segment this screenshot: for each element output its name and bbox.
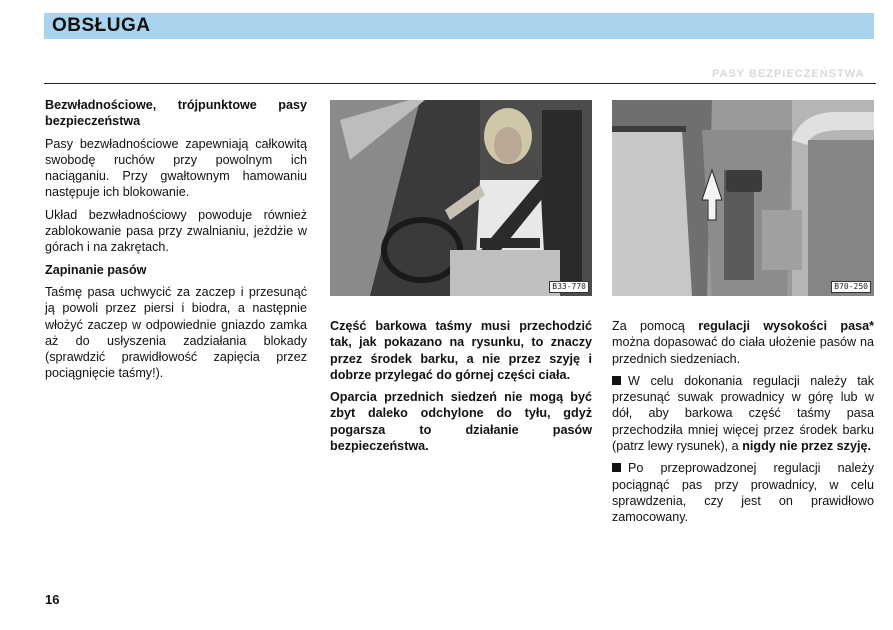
header-rule — [44, 83, 876, 84]
photo1-code: B33-770 — [549, 281, 589, 293]
adjuster-illustration — [612, 100, 874, 296]
header-band — [44, 13, 874, 39]
heading-inertia-belts: Bezwładnościowe, trójpunktowe pasy bezpieczeństwa — [45, 98, 307, 129]
warning-seat-backrest: Oparcia przednich siedzeń nie mogą być zbyt daleko odchylone do tyłu, gdyż pogarsza to działanie pasów bezpieczeństwa. — [330, 390, 592, 454]
paragraph-fastening: Taśmę pasa uchwycić za zaczep i przesunąć ją powoli przez piersi i biodra, a następnie włożyć zaczep w odpowiednie gniazdo zamka aż do usłyszenia zadziałania blokady (sprawdzić prawidłowość zapięcia przez pociągnięcie taśmy!). — [45, 284, 307, 381]
column-middle — [330, 318, 592, 460]
paragraph-height-adjust: Za pomocą regulacji wysokości pasa* można dopasować do ciała ułożenie pasów na przednich siedzeniach. — [612, 319, 874, 366]
paragraph-locking: Układ bezwładnościowy powoduje również zablokowanie pasa przy zwalnianiu, jeżdżie w górach i na zakrętach. — [45, 207, 307, 255]
column-left — [45, 97, 307, 388]
column-right — [612, 318, 874, 532]
page-number: 16 — [45, 592, 60, 607]
paragraph-adjust-procedure: W celu dokonania regulacji należy tak przesunąć suwak prowadnicy w górę lub w dół, aby barkowa część taśmy pasa przechodziła mniej więcej przez środek barku (patrz lewy rysunek), a nigdy nie przez szyję. — [612, 373, 874, 454]
photo-height-adjuster — [612, 100, 874, 296]
bleed-through-header: PASY BEZPIECZEŃSTWA — [712, 68, 865, 80]
seatbelt-illustration — [330, 100, 592, 296]
paragraph-check: Po przeprowadzonej regulacji należy pociągnąć pas przy prowadnicy, w celu sprawdzenia, czy jest on prawidłowo zamocowany. — [612, 461, 874, 525]
warning-shoulder-strap: Część barkowa taśmy musi przechodzić tak, jak pokazano na rysunku, to znaczy przez środek barku, a nie przez szyję i dobrze przylegać do górnej części ciała. — [330, 319, 592, 382]
photo-woman-seatbelt — [330, 100, 592, 296]
paragraph-inertia: Pasy bezwładnościowe zapewniają całkowitą swobodę ruchów przy powolnym ich naciąganiu. Przy gwałtownym hamowaniu następuje ich blokowanie. — [45, 136, 307, 200]
photo2-code: B70-250 — [831, 281, 871, 293]
bullet-square-icon — [612, 463, 621, 472]
bullet-square-icon — [612, 376, 621, 385]
section-title: OBSŁUGA — [52, 15, 151, 36]
heading-fastening: Zapinanie pasów — [45, 262, 147, 277]
